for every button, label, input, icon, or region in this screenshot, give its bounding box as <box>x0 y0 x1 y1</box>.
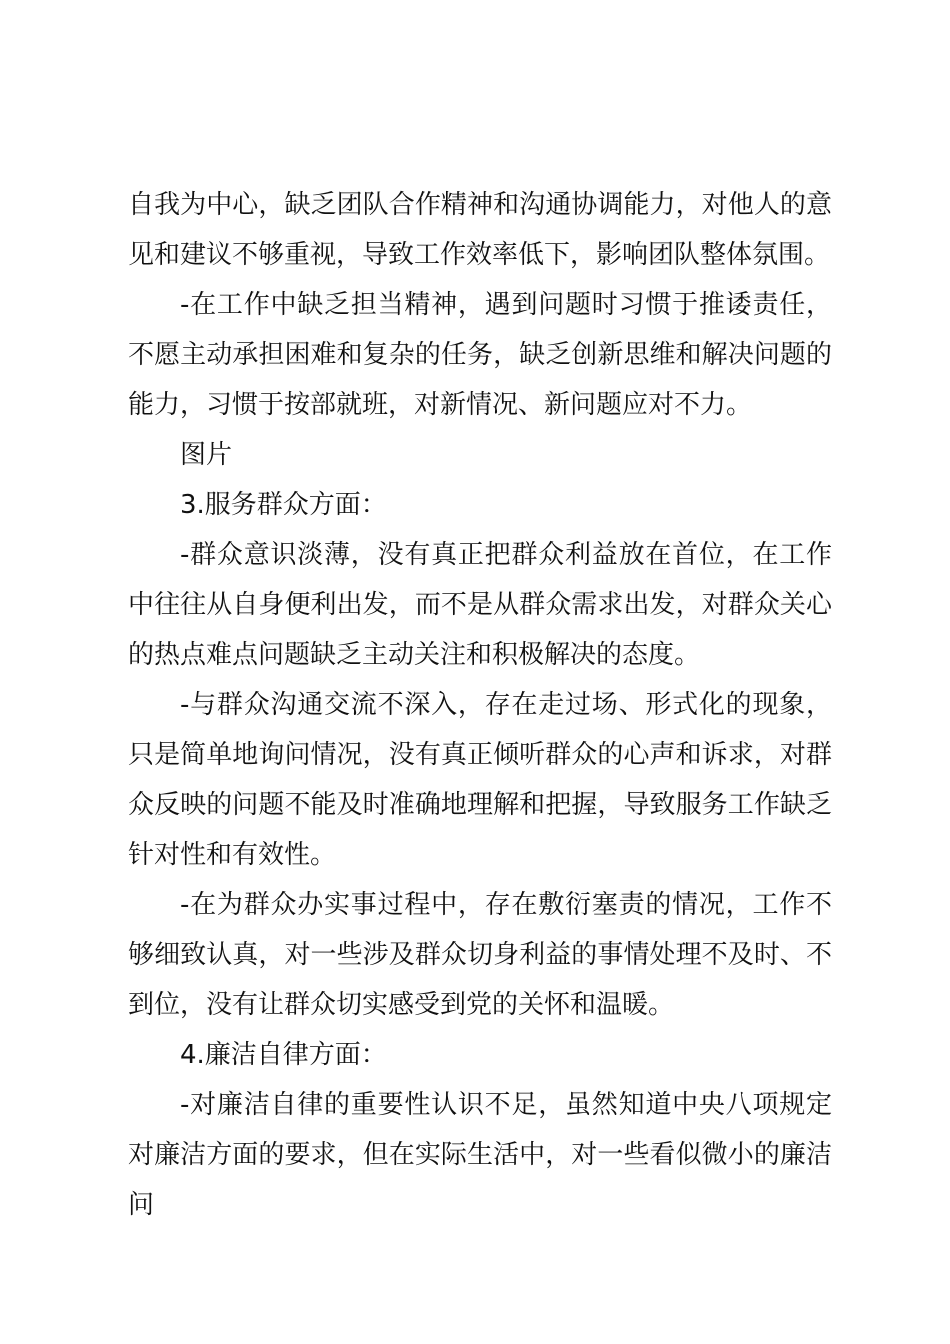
paragraph-communication: -与群众沟通交流不深入，存在走过场、形式化的现象，只是简单地询问情况，没有真正倾听群众的心声和诉求，对群众反映的问题不能及时准确地理解和把握，导致服务工作缺乏针对性和有效性。 <box>128 690 832 870</box>
document-page <box>128 180 832 1230</box>
paragraph-responsibility: -在工作中缺乏担当精神，遇到问题时习惯于推诿责任，不愿主动承担困难和复杂的任务，缺乏创新思维和解决问题的能力，习惯于按部就班，对新情况、新问题应对不力。 <box>128 290 832 420</box>
paragraph-practical-matters: -在为群众办实事过程中，存在敷衍塞责的情况，工作不够细致认真，对一些涉及群众切身利益的事情处理不及时、不到位，没有让群众切实感受到党的关怀和温暖。 <box>128 890 832 1020</box>
section-heading-serving-masses: 3.服务群众方面： <box>180 490 387 520</box>
paragraph-mass-awareness: -群众意识淡薄，没有真正把群众利益放在首位，在工作中往往从自身便利出发，而不是从群众需求出发，对群众关心的热点难点问题缺乏主动关注和积极解决的态度。 <box>128 540 832 670</box>
section-heading-integrity: 4.廉洁自律方面： <box>180 1040 387 1070</box>
image-placeholder-text: 图片 <box>180 440 233 470</box>
paragraph-continuation: 自我为中心，缺乏团队合作精神和沟通协调能力，对他人的意见和建议不够重视，导致工作效率低下，影响团队整体氛围。 <box>128 190 832 270</box>
paragraph-integrity-awareness: -对廉洁自律的重要性认识不足，虽然知道中央八项规定对廉洁方面的要求，但在实际生活中，对一些看似微小的廉洁问 <box>128 1090 832 1220</box>
